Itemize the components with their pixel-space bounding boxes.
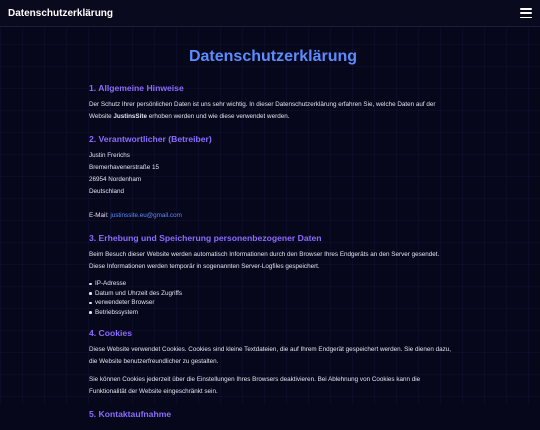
section-contact	[89, 409, 457, 419]
list-item: verwendeter Browser	[89, 298, 457, 308]
brand-title[interactable]: Datenschutzerklärung	[8, 7, 114, 19]
section-heading: 2. Verantwortlicher (Betreiber)	[89, 134, 212, 144]
page-title: Datenschutzerklärung	[188, 48, 358, 65]
section-data-collection	[89, 233, 457, 317]
logged-data-list	[89, 279, 457, 317]
site-name: JustinsSite	[113, 113, 147, 120]
operator-email-line	[89, 210, 457, 222]
list-item: IP-Adresse	[89, 279, 457, 289]
section-heading: 1. Allgemeine Hinweise	[89, 83, 184, 93]
main-content	[89, 27, 457, 430]
section-text: Diese Website verwendet Cookies. Cookies sind kleine Textdateien, die auf Ihrem Endgerät gespeichert werden. Sie dienen dazu, die Website benutzerfreundlicher zu gestalten.	[89, 346, 452, 365]
operator-city: 26954 Nordenham	[89, 176, 142, 183]
operator-country: Deutschland	[89, 188, 125, 195]
section-heading: 5. Kontaktaufnahme	[89, 409, 172, 419]
section-heading: 4. Cookies	[89, 328, 132, 338]
section-text: Sie können Cookies jederzeit über die Einstellungen Ihres Browsers deaktivieren. Bei Ablehnung von Cookies kann die Funktionalität der Website eingeschränkt sein.	[89, 376, 421, 395]
top-navbar	[0, 0, 540, 27]
section-text	[89, 99, 457, 123]
operator-street: Bremerhavenerstraße 15	[89, 164, 159, 171]
list-item: Datum und Uhrzeit des Zugriffs	[89, 289, 457, 299]
hamburger-menu-icon[interactable]	[520, 8, 532, 18]
section-general	[89, 83, 457, 123]
section-text: Beim Besuch dieser Website werden automatisch Informationen durch den Browser Ihres Endgeräts an den Server gesendet. Diese Informationen werden temporär in sogenannten Server-Logfiles gespeichert.	[89, 251, 440, 270]
section-cookies	[89, 328, 457, 398]
operator-name: Justin Frerichs	[89, 152, 130, 159]
section-heading: 3. Erhebung und Speicherung personenbezogener Daten	[89, 233, 322, 243]
section-operator	[89, 134, 457, 222]
email-link[interactable]: justinssite.eu@gmail.com	[110, 212, 182, 219]
email-label: E-Mail:	[89, 212, 111, 219]
text-span: Der Schutz Ihrer persönlichen Daten ist uns sehr wichtig. In dieser Datenschutzerklärung erfahren Sie, welche Daten auf der Website	[89, 101, 436, 120]
text-span: erhoben werden und wie diese verwendet werden.	[146, 113, 290, 120]
list-item: Betriebssystem	[89, 308, 457, 318]
